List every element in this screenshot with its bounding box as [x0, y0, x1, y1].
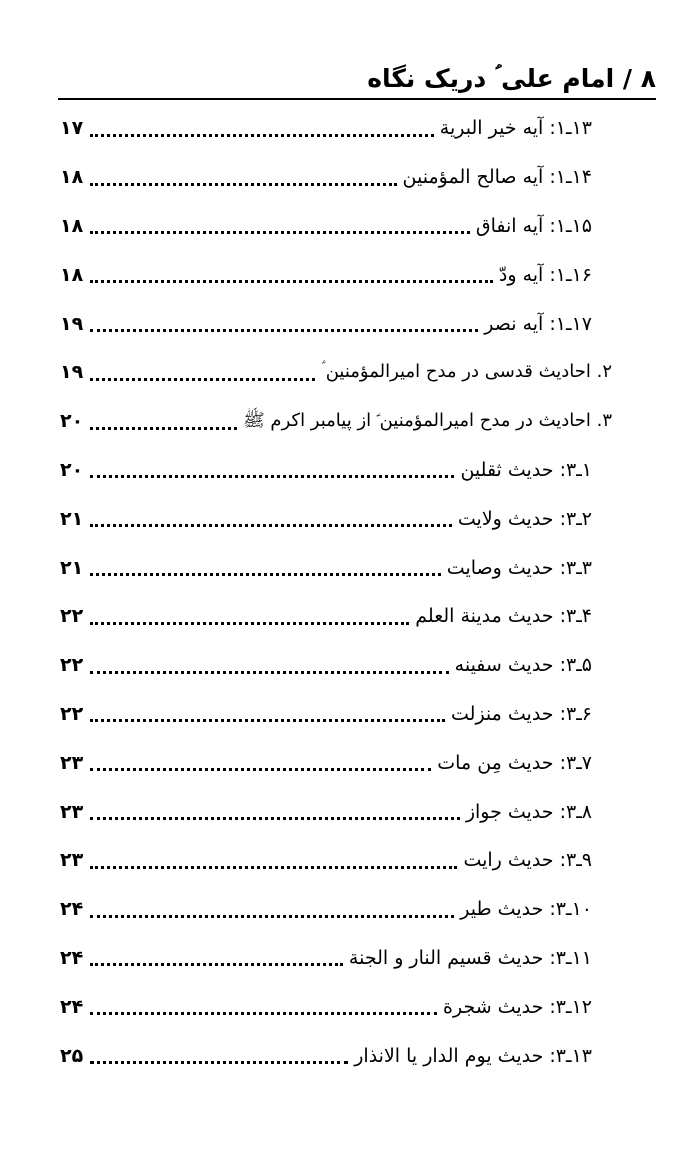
dot-leader — [90, 183, 397, 186]
toc-entry — [60, 250, 592, 299]
toc-entry — [60, 153, 592, 202]
toc-entry — [60, 446, 592, 495]
dot-leader — [90, 1012, 437, 1015]
dot-leader — [90, 671, 449, 674]
toc-entry-title: ۱۷ـ۱: آیه نصر — [484, 312, 592, 335]
dot-leader — [90, 134, 434, 137]
toc-entry — [60, 494, 592, 543]
dot-leader — [90, 817, 460, 820]
toc-page-number: ۱۸ — [60, 214, 84, 237]
toc-entry-title: ۱۳ـ۳: حدیث یوم الدار یا الانذار — [354, 1044, 592, 1067]
toc-page-number: ۲۲ — [60, 605, 84, 628]
toc-page-number: ۱۹ — [60, 312, 84, 335]
toc-entry-title: ۵ـ۳: حدیث سفینه — [454, 654, 592, 677]
toc-entry — [60, 787, 592, 836]
toc-entry-title: ۸ـ۳: حدیث جواز — [465, 800, 592, 823]
toc-entry — [60, 885, 592, 934]
dot-leader — [90, 719, 445, 722]
dot-leader — [90, 573, 441, 576]
toc-page-number: ۲۳ — [60, 800, 84, 823]
toc-entry-title: ۴ـ۳: حدیث مدینة العلم — [415, 605, 592, 628]
toc-page-number: ۲۳ — [60, 849, 84, 872]
toc-entry — [60, 641, 592, 690]
toc-entry — [60, 836, 592, 885]
table-of-contents — [60, 104, 612, 1080]
toc-page-number: ۲۴ — [60, 946, 84, 969]
dot-leader — [90, 1061, 348, 1064]
dot-leader — [90, 231, 470, 234]
toc-entry-title: ۲. احادیث قدسی در مدح امیرالمؤمنین ؑ — [321, 361, 612, 383]
toc-entry — [60, 397, 612, 446]
toc-page-number: ۲۴ — [60, 995, 84, 1018]
toc-page-number: ۲۰ — [60, 458, 84, 481]
toc-entry-title: ۲ـ۳: حدیث ولایت — [457, 507, 592, 530]
toc-entry — [60, 299, 592, 348]
toc-entry — [60, 1031, 592, 1080]
toc-page-number: ۲۱ — [60, 507, 84, 530]
toc-page-number: ۲۳ — [60, 751, 84, 774]
toc-page-number: ۱۹ — [60, 361, 84, 384]
toc-page-number: ۲۱ — [60, 556, 84, 579]
dot-leader — [90, 622, 409, 625]
running-header-title: ۸ / امام علی ؑ دریک نگاه — [367, 64, 656, 93]
dot-leader — [90, 768, 431, 771]
toc-page-number: ۱۷ — [60, 117, 84, 140]
toc-entry — [60, 202, 592, 251]
toc-entry — [60, 104, 592, 153]
toc-entry — [60, 738, 592, 787]
toc-entry-title: ۳. احادیث در مدح امیرالمؤمنین ؑ از پیامبر اکرم ﷺ — [242, 410, 612, 432]
dot-leader — [90, 475, 454, 478]
dot-leader — [90, 915, 454, 918]
toc-entry-title: ۷ـ۳: حدیث مِن مات — [437, 751, 592, 774]
toc-entry-title: ۱۱ـ۳: حدیث قسیم النار و الجنة — [348, 946, 592, 969]
toc-page-number: ۲۰ — [60, 410, 84, 433]
toc-entry-title: ۹ـ۳: حدیث رایت — [463, 849, 592, 872]
toc-entry-title: ۱۶ـ۱: آیه ودّ — [498, 263, 592, 286]
toc-entry — [60, 934, 592, 983]
toc-page-number: ۲۲ — [60, 702, 84, 725]
toc-entry — [60, 592, 592, 641]
dot-leader — [90, 963, 343, 966]
dot-leader — [90, 524, 452, 527]
toc-entry-title: ۱۴ـ۱: آیه صالح المؤمنین — [402, 166, 592, 189]
toc-entry-title: ۳ـ۳: حدیث وصایت — [446, 556, 592, 579]
toc-entry-title: ۱۲ـ۳: حدیث شجرة — [443, 995, 592, 1018]
dot-leader — [90, 427, 237, 430]
toc-entry — [60, 982, 592, 1031]
toc-entry-title: ۱ـ۳: حدیث ثقلین — [460, 458, 592, 481]
toc-entry-title: ۱۵ـ۱: آیه انفاق — [475, 214, 592, 237]
toc-entry-title: ۱۰ـ۳: حدیث طیر — [460, 898, 592, 921]
toc-entry — [60, 543, 592, 592]
page-header — [58, 62, 656, 100]
toc-page-number: ۲۴ — [60, 898, 84, 921]
toc-entry-title: ۶ـ۳: حدیث منزلت — [451, 702, 592, 725]
toc-page-number: ۲۵ — [60, 1044, 84, 1067]
dot-leader — [90, 329, 478, 332]
toc-entry — [60, 348, 612, 397]
dot-leader — [90, 866, 457, 869]
toc-page-number: ۲۲ — [60, 654, 84, 677]
dot-leader — [90, 378, 315, 381]
dot-leader — [90, 280, 493, 283]
toc-page-number: ۱۸ — [60, 263, 84, 286]
toc-entry — [60, 690, 592, 739]
toc-page-number: ۱۸ — [60, 166, 84, 189]
toc-entry-title: ۱۳ـ۱: آیه خیر البریة — [439, 117, 592, 140]
